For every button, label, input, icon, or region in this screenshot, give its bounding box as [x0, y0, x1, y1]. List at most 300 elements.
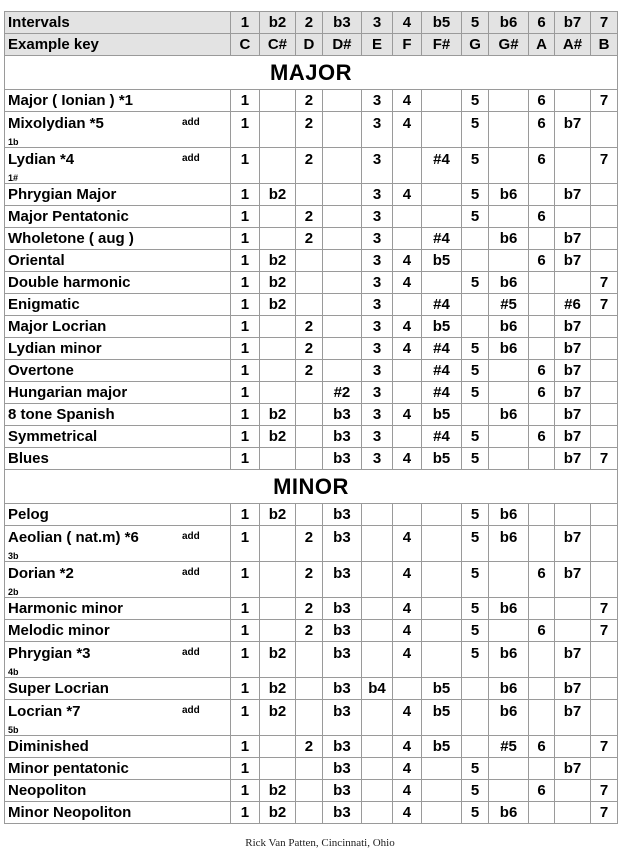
scale-name-cell — [5, 272, 231, 294]
interval-value-cell: #4 — [421, 426, 461, 448]
interval-value-cell: 5 — [462, 526, 489, 562]
interval-value-cell: 4 — [392, 758, 421, 780]
interval-value-cell — [322, 316, 361, 338]
interval-value-cell — [554, 206, 590, 228]
interval-value-cell: 7 — [591, 272, 618, 294]
interval-value-cell: 5 — [462, 90, 489, 112]
interval-value-cell: 5 — [462, 360, 489, 382]
interval-value-cell: 5 — [462, 206, 489, 228]
interval-value-cell: 1 — [231, 700, 260, 736]
scale-name-cell — [5, 316, 231, 338]
interval-value-cell: 1 — [231, 228, 260, 250]
scale-row — [5, 802, 618, 824]
interval-value-cell — [529, 228, 555, 250]
interval-value-cell: 3 — [362, 448, 393, 470]
scale-name: Major Pentatonic — [8, 208, 129, 225]
interval-value-cell: b2 — [259, 504, 295, 526]
interval-value-cell — [322, 294, 361, 316]
scale-row — [5, 736, 618, 758]
interval-value-cell — [488, 758, 528, 780]
interval-value-cell — [421, 184, 461, 206]
interval-value-cell: 5 — [462, 598, 489, 620]
interval-value-cell — [259, 598, 295, 620]
interval-value-cell — [362, 700, 393, 736]
interval-value-cell: b6 — [488, 598, 528, 620]
scale-row — [5, 90, 618, 112]
scale-name: Pelog — [8, 506, 49, 523]
interval-value-cell: 1 — [231, 112, 260, 148]
interval-value-cell: 2 — [296, 598, 323, 620]
key-cell: A# — [554, 34, 590, 56]
scale-name: Major ( Ionian ) *1 — [8, 92, 134, 109]
interval-value-cell: 4 — [392, 316, 421, 338]
interval-value-cell: #4 — [421, 360, 461, 382]
interval-cell: b7 — [554, 12, 590, 34]
interval-value-cell: b6 — [488, 316, 528, 338]
example-key-label: Example key — [5, 34, 231, 56]
interval-value-cell — [296, 780, 323, 802]
key-cell: G# — [488, 34, 528, 56]
interval-value-cell: b6 — [488, 802, 528, 824]
scale-name: Minor Neopoliton — [8, 804, 132, 821]
interval-value-cell — [462, 250, 489, 272]
scale-row — [5, 294, 618, 316]
interval-value-cell: 3 — [362, 272, 393, 294]
interval-value-cell — [421, 562, 461, 598]
section-title: MINOR — [5, 470, 618, 504]
interval-value-cell — [296, 642, 323, 678]
key-cell: B — [591, 34, 618, 56]
scale-name: Symmetrical — [8, 428, 98, 445]
interval-value-cell: 4 — [392, 272, 421, 294]
interval-value-cell — [529, 448, 555, 470]
interval-value-cell: 5 — [462, 112, 489, 148]
scale-name-cell — [5, 294, 231, 316]
interval-value-cell: b6 — [488, 184, 528, 206]
interval-value-cell: 7 — [591, 620, 618, 642]
interval-value-cell — [259, 562, 295, 598]
interval-value-cell: 1 — [231, 678, 260, 700]
interval-value-cell: 6 — [529, 206, 555, 228]
interval-value-cell — [392, 360, 421, 382]
interval-value-cell: 6 — [529, 360, 555, 382]
interval-value-cell — [462, 316, 489, 338]
interval-value-cell: 3 — [362, 228, 393, 250]
interval-value-cell — [362, 526, 393, 562]
interval-value-cell — [421, 758, 461, 780]
key-cell: D# — [322, 34, 361, 56]
scale-name: Overtone — [8, 362, 74, 379]
interval-value-cell: 3 — [362, 404, 393, 426]
interval-value-cell — [322, 360, 361, 382]
interval-value-cell: 5 — [462, 448, 489, 470]
interval-value-cell — [421, 802, 461, 824]
interval-value-cell: #2 — [322, 382, 361, 404]
interval-value-cell: 4 — [392, 90, 421, 112]
interval-value-cell: b7 — [554, 404, 590, 426]
interval-value-cell — [362, 758, 393, 780]
scale-name-cell — [5, 112, 231, 148]
scale-name-cell — [5, 426, 231, 448]
scale-name: 8 tone Spanish — [8, 406, 115, 423]
interval-value-cell: #4 — [421, 294, 461, 316]
interval-value-cell — [554, 90, 590, 112]
scale-name-cell — [5, 184, 231, 206]
interval-value-cell: b6 — [488, 228, 528, 250]
scale-name: Blues — [8, 450, 49, 467]
interval-value-cell — [296, 404, 323, 426]
interval-value-cell: 3 — [362, 426, 393, 448]
interval-value-cell — [488, 206, 528, 228]
interval-value-cell — [529, 404, 555, 426]
interval-value-cell — [591, 228, 618, 250]
add-note: add — [182, 117, 200, 128]
scale-name: Hungarian major — [8, 384, 128, 401]
interval-value-cell: b7 — [554, 184, 590, 206]
scale-name-cell — [5, 228, 231, 250]
interval-value-cell: #4 — [421, 228, 461, 250]
interval-value-cell: b5 — [421, 316, 461, 338]
interval-cell: 3 — [362, 12, 393, 34]
scale-name: Lydian *4 — [8, 151, 75, 168]
interval-value-cell: b2 — [259, 184, 295, 206]
scale-row — [5, 758, 618, 780]
interval-value-cell — [488, 360, 528, 382]
scale-name: Double harmonic — [8, 274, 131, 291]
scale-name-cell — [5, 250, 231, 272]
interval-value-cell — [296, 758, 323, 780]
interval-value-cell — [259, 90, 295, 112]
interval-value-cell — [362, 780, 393, 802]
interval-value-cell — [421, 90, 461, 112]
interval-value-cell: b5 — [421, 736, 461, 758]
interval-value-cell: 6 — [529, 250, 555, 272]
interval-value-cell — [362, 642, 393, 678]
scale-name: Aeolian ( nat.m) *6 — [8, 529, 139, 546]
interval-value-cell — [529, 338, 555, 360]
interval-value-cell — [322, 272, 361, 294]
interval-value-cell: b7 — [554, 360, 590, 382]
interval-value-cell — [529, 678, 555, 700]
interval-value-cell: #5 — [488, 736, 528, 758]
scale-name-cell — [5, 802, 231, 824]
interval-value-cell — [591, 404, 618, 426]
interval-value-cell — [259, 316, 295, 338]
scale-name-cell — [5, 758, 231, 780]
interval-value-cell — [488, 148, 528, 184]
interval-value-cell: b6 — [488, 642, 528, 678]
interval-value-cell — [462, 228, 489, 250]
interval-value-cell: b3 — [322, 404, 361, 426]
interval-value-cell: 7 — [591, 802, 618, 824]
interval-value-cell — [462, 736, 489, 758]
interval-value-cell — [259, 228, 295, 250]
scale-name: Melodic minor — [8, 622, 110, 639]
footer-credit: Rick Van Patten, Cincinnati, Ohio — [245, 837, 395, 849]
scale-name-cell — [5, 700, 231, 736]
interval-value-cell: 7 — [591, 90, 618, 112]
scale-name: Neopoliton — [8, 782, 87, 799]
interval-value-cell — [259, 112, 295, 148]
interval-value-cell: 7 — [591, 780, 618, 802]
add-interval-note: 5b — [8, 725, 19, 735]
intervals-label: Intervals — [5, 12, 231, 34]
interval-value-cell: 7 — [591, 736, 618, 758]
interval-value-cell: 1 — [231, 526, 260, 562]
interval-value-cell — [529, 504, 555, 526]
interval-value-cell: 4 — [392, 338, 421, 360]
interval-value-cell: b7 — [554, 316, 590, 338]
interval-value-cell: 2 — [296, 360, 323, 382]
scale-name-cell — [5, 206, 231, 228]
add-interval-note: 3b — [8, 551, 19, 561]
interval-value-cell — [488, 562, 528, 598]
interval-value-cell — [591, 112, 618, 148]
interval-value-cell — [362, 598, 393, 620]
interval-value-cell — [529, 758, 555, 780]
scale-name-cell — [5, 736, 231, 758]
scale-name-cell — [5, 90, 231, 112]
scale-name: Oriental — [8, 252, 65, 269]
interval-value-cell: b6 — [488, 700, 528, 736]
interval-value-cell: 2 — [296, 620, 323, 642]
scale-name: Dorian *2 — [8, 565, 74, 582]
interval-value-cell: 4 — [392, 112, 421, 148]
interval-value-cell: b7 — [554, 678, 590, 700]
interval-value-cell — [392, 382, 421, 404]
interval-value-cell: 4 — [392, 184, 421, 206]
interval-value-cell: 4 — [392, 700, 421, 736]
interval-value-cell: b3 — [322, 448, 361, 470]
interval-value-cell — [591, 316, 618, 338]
add-note: add — [182, 647, 200, 658]
interval-value-cell — [554, 272, 590, 294]
scale-row — [5, 700, 618, 736]
interval-value-cell: b3 — [322, 620, 361, 642]
interval-value-cell: b3 — [322, 642, 361, 678]
interval-value-cell — [322, 90, 361, 112]
interval-value-cell: 7 — [591, 148, 618, 184]
scale-name-cell — [5, 504, 231, 526]
interval-value-cell — [421, 780, 461, 802]
interval-value-cell: 3 — [362, 360, 393, 382]
interval-value-cell — [488, 448, 528, 470]
key-cell: F — [392, 34, 421, 56]
interval-value-cell: b7 — [554, 250, 590, 272]
interval-value-cell — [322, 206, 361, 228]
scale-name-cell — [5, 382, 231, 404]
interval-value-cell: b4 — [362, 678, 393, 700]
key-cell: D — [296, 34, 323, 56]
interval-value-cell — [554, 504, 590, 526]
interval-value-cell: b3 — [322, 802, 361, 824]
interval-value-cell: b3 — [322, 504, 361, 526]
interval-cell: b3 — [322, 12, 361, 34]
interval-value-cell: 2 — [296, 148, 323, 184]
interval-value-cell — [529, 294, 555, 316]
interval-value-cell — [296, 294, 323, 316]
interval-value-cell — [296, 272, 323, 294]
interval-value-cell: 6 — [529, 90, 555, 112]
interval-value-cell: b7 — [554, 338, 590, 360]
interval-value-cell: 3 — [362, 148, 393, 184]
interval-value-cell: 6 — [529, 148, 555, 184]
interval-value-cell: 4 — [392, 526, 421, 562]
interval-value-cell — [591, 504, 618, 526]
intervals-row — [5, 12, 618, 34]
add-note: add — [182, 567, 200, 578]
interval-value-cell: b2 — [259, 678, 295, 700]
scale-row — [5, 184, 618, 206]
interval-value-cell — [488, 382, 528, 404]
interval-value-cell — [296, 700, 323, 736]
interval-value-cell: b7 — [554, 642, 590, 678]
interval-value-cell: 5 — [462, 642, 489, 678]
interval-value-cell — [296, 504, 323, 526]
interval-value-cell — [529, 802, 555, 824]
interval-value-cell: b2 — [259, 250, 295, 272]
interval-value-cell: 3 — [362, 294, 393, 316]
scale-row — [5, 620, 618, 642]
interval-value-cell: b2 — [259, 294, 295, 316]
scale-name: Wholetone ( aug ) — [8, 230, 134, 247]
interval-value-cell: 5 — [462, 758, 489, 780]
scale-name: Locrian *7 — [8, 703, 81, 720]
interval-value-cell: b3 — [322, 678, 361, 700]
interval-value-cell: b6 — [488, 338, 528, 360]
interval-value-cell: 5 — [462, 780, 489, 802]
interval-value-cell — [259, 620, 295, 642]
example-key-row — [5, 34, 618, 56]
interval-value-cell: b3 — [322, 562, 361, 598]
scale-row — [5, 250, 618, 272]
interval-value-cell — [488, 426, 528, 448]
interval-cell: 5 — [462, 12, 489, 34]
interval-value-cell — [362, 504, 393, 526]
interval-value-cell: b7 — [554, 526, 590, 562]
section-title: MAJOR — [5, 56, 618, 90]
interval-value-cell — [421, 206, 461, 228]
interval-value-cell: 5 — [462, 562, 489, 598]
interval-value-cell: 5 — [462, 802, 489, 824]
interval-value-cell: 4 — [392, 620, 421, 642]
interval-value-cell: 1 — [231, 184, 260, 206]
interval-value-cell: b7 — [554, 758, 590, 780]
interval-value-cell — [591, 206, 618, 228]
interval-value-cell: 1 — [231, 338, 260, 360]
interval-cell: 7 — [591, 12, 618, 34]
interval-value-cell: 1 — [231, 642, 260, 678]
interval-value-cell: 1 — [231, 562, 260, 598]
interval-value-cell: b7 — [554, 228, 590, 250]
scale-row — [5, 360, 618, 382]
interval-value-cell — [362, 802, 393, 824]
scale-row — [5, 526, 618, 562]
scale-name-cell — [5, 526, 231, 562]
scale-name-cell — [5, 620, 231, 642]
interval-value-cell: 7 — [591, 294, 618, 316]
interval-value-cell: b2 — [259, 700, 295, 736]
scale-name-cell — [5, 338, 231, 360]
interval-value-cell — [488, 90, 528, 112]
interval-value-cell: b2 — [259, 426, 295, 448]
interval-value-cell: 6 — [529, 112, 555, 148]
interval-value-cell — [421, 112, 461, 148]
interval-value-cell: 2 — [296, 338, 323, 360]
key-cell: C# — [259, 34, 295, 56]
interval-value-cell: 4 — [392, 598, 421, 620]
scale-name-cell — [5, 598, 231, 620]
interval-value-cell — [591, 338, 618, 360]
interval-value-cell: 1 — [231, 272, 260, 294]
interval-value-cell: 1 — [231, 90, 260, 112]
interval-value-cell: b3 — [322, 758, 361, 780]
scale-name: Mixolydian *5 — [8, 115, 104, 132]
interval-value-cell — [392, 426, 421, 448]
interval-value-cell: #4 — [421, 382, 461, 404]
interval-value-cell: 5 — [462, 272, 489, 294]
interval-value-cell: b5 — [421, 700, 461, 736]
interval-value-cell: b6 — [488, 272, 528, 294]
interval-value-cell: #4 — [421, 148, 461, 184]
interval-value-cell — [322, 250, 361, 272]
interval-value-cell — [529, 526, 555, 562]
interval-value-cell: b7 — [554, 112, 590, 148]
interval-value-cell — [259, 148, 295, 184]
add-interval-note: 1# — [8, 173, 19, 183]
interval-value-cell: b6 — [488, 404, 528, 426]
key-cell: F# — [421, 34, 461, 56]
interval-value-cell — [591, 526, 618, 562]
interval-value-cell: b3 — [322, 598, 361, 620]
scale-row — [5, 316, 618, 338]
interval-value-cell: b7 — [554, 426, 590, 448]
interval-value-cell — [591, 360, 618, 382]
interval-value-cell: 1 — [231, 802, 260, 824]
interval-value-cell — [362, 620, 393, 642]
interval-value-cell: 4 — [392, 250, 421, 272]
interval-value-cell — [421, 504, 461, 526]
interval-value-cell — [296, 382, 323, 404]
interval-value-cell: 1 — [231, 316, 260, 338]
interval-value-cell: 1 — [231, 758, 260, 780]
interval-value-cell — [259, 338, 295, 360]
scale-name: Diminished — [8, 738, 89, 755]
interval-value-cell: #6 — [554, 294, 590, 316]
scale-name-cell — [5, 562, 231, 598]
interval-value-cell — [488, 250, 528, 272]
interval-value-cell: b3 — [322, 526, 361, 562]
scale-name: Enigmatic — [8, 296, 80, 313]
interval-value-cell — [296, 184, 323, 206]
interval-value-cell — [362, 736, 393, 758]
interval-value-cell — [259, 736, 295, 758]
scale-row — [5, 504, 618, 526]
interval-value-cell: b3 — [322, 426, 361, 448]
interval-value-cell — [462, 678, 489, 700]
interval-value-cell — [421, 620, 461, 642]
interval-value-cell: b7 — [554, 448, 590, 470]
interval-value-cell: b5 — [421, 448, 461, 470]
scale-name-cell — [5, 148, 231, 184]
interval-value-cell: 4 — [392, 736, 421, 758]
scale-row — [5, 448, 618, 470]
scale-row — [5, 272, 618, 294]
interval-value-cell — [488, 112, 528, 148]
interval-value-cell: b3 — [322, 736, 361, 758]
interval-value-cell: 3 — [362, 206, 393, 228]
interval-value-cell: 1 — [231, 780, 260, 802]
